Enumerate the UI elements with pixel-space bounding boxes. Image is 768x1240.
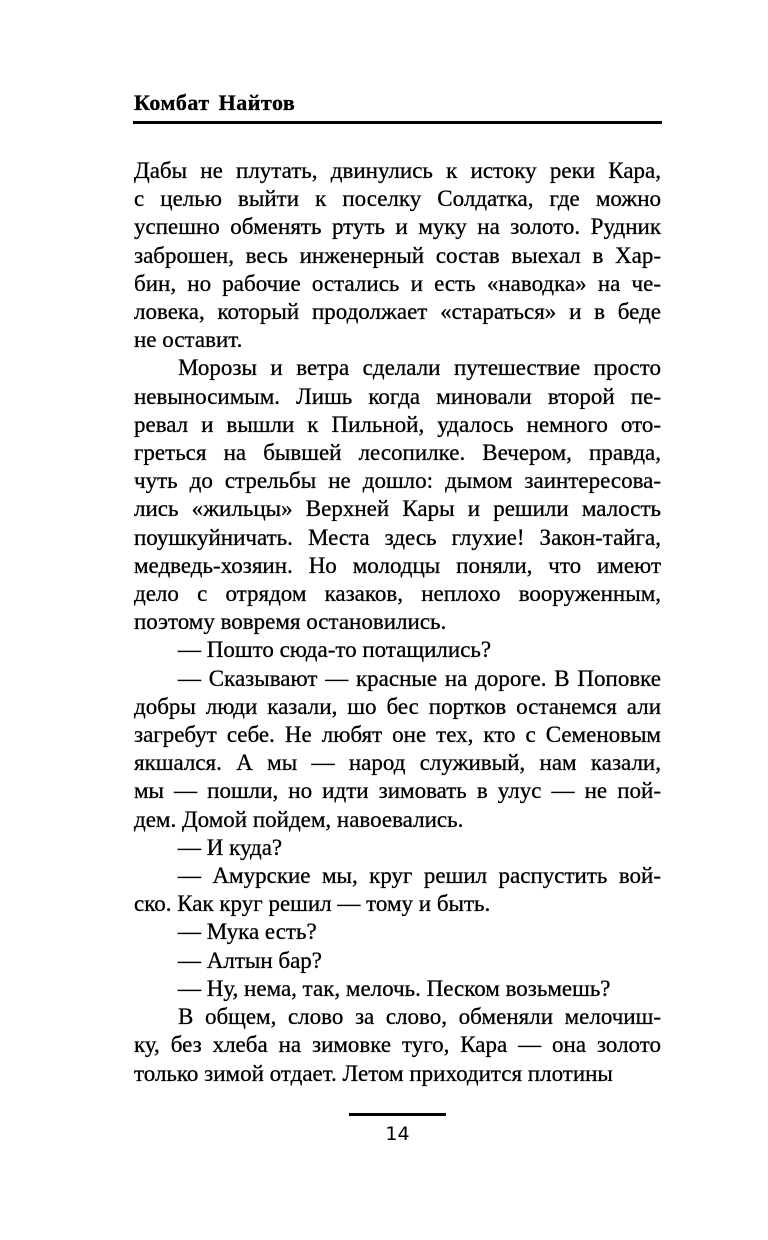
footer-rule [349,1113,446,1116]
paragraph [134,636,661,664]
text-line: успешно обменять ртуть и муку на золото. Рудник [134,214,661,240]
page-footer [134,1113,661,1145]
text-line: заброшен, весь инженерный состав выехал в Хар- [134,242,661,268]
text-line: только зимой отдает. Летом приходится плотины [134,1060,613,1086]
text-line: загребут себе. Не любят оне тех, кто с Семеновым [134,722,661,748]
text-line: — Мука есть? [178,919,317,945]
text-line: не оставит. [134,327,243,353]
paragraph [134,834,661,862]
text-line: греться на бывшей лесопилке. Вечером, правда, [134,440,661,466]
text-line: — Ну, нема, так, мелочь. Песком возьмешь? [178,975,611,1001]
text-line: В общем, слово за слово, обменяли мелочиш- [178,1004,661,1030]
text-line: ско. Как круг решил — тому и быть. [134,891,491,917]
text-line: ревал и вышли к Пильной, удалось немного ото- [134,411,661,437]
text-line: ловека, который продолжает «стараться» и в беде [134,299,661,325]
paragraph [134,157,661,354]
text-line: бин, но рабочие остались и есть «наводка» на че- [134,270,661,296]
text-line: поушкуйничать. Места здесь глухие! Закон-тайга, [134,524,661,550]
text-line: добры люди казали, шо бес портков останемся али [134,693,661,719]
text-line: Дабы не плутать, двинулись к истоку реки Кара, [134,158,661,183]
text-line: лись «жильцы» Верхней Кары и решили малость [134,496,661,522]
text-line: Морозы и ветра сделали путешествие просто [178,355,661,381]
text-line: якшался. А мы — народ служивый, нам казали, [134,750,661,776]
paragraph [134,862,661,918]
text-line: дело с отрядом казаков, неплохо вооруженным, [134,581,661,607]
paragraph [134,1003,661,1088]
text-line: невыносимым. Лишь когда миновали второй пе- [134,383,661,409]
text-line: — Амурские мы, круг решил распустить вой- [178,863,661,889]
text-line: — Пошто сюда-то потащились? [178,637,492,663]
paragraph [134,975,661,1003]
text-line: поэтому вовремя остановились. [134,609,447,635]
text-line: дем. Домой пойдем, навоевались. [134,806,464,832]
text-line: чуть до стрельбы не дошло: дымом заинтересова- [134,468,661,494]
paragraph [134,947,661,975]
paragraph [134,665,661,834]
paragraph [134,918,661,946]
page-text [134,157,661,1088]
text-line: с целью выйти к поселку Солдатка, где можно [134,186,661,212]
text-line: — Алтын бар? [178,947,323,973]
text-line: — И куда? [178,834,283,860]
text-line: ку, без хлеба на зимовке туго, Кара — она золото [134,1032,661,1058]
text-line: медведь-хозяин. Но молодцы поняли, что имеют [134,552,661,578]
page-number: 14 [385,1123,410,1145]
header-rule [133,121,662,124]
text-line: — Сказывают — красные на дороге. В Поповке [178,665,661,691]
text-line: мы — пошли, но идти зимовать в улус — не пой- [134,778,661,804]
running-header-author: Комбат Найтов [134,90,296,115]
paragraph [134,354,661,636]
